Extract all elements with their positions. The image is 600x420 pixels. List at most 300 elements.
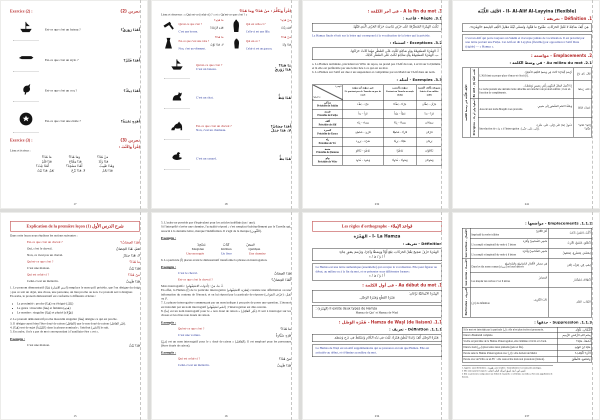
qa-line: لا، هَذَا ثَوْبٌ (209, 43, 224, 47)
page-content (452, 0, 600, 209)
exercise-label: Exercice (3) : (10, 138, 33, 143)
qa-line: مَنْ هَذَا؟ (280, 36, 291, 39)
french-line: Est-ce que c'est un bateau ? (45, 28, 81, 32)
rule-cell: Parole suite la Hamza d'interrogation avec (ال) : elle devient un Madd. (463, 350, 558, 356)
document-page (0, 0, 148, 209)
header-arabic: متبوعة بألف التثنية (417, 87, 440, 90)
section-heading-red: 2. Emplacements - مواضعه : (531, 53, 593, 58)
example-cell: اِسْم، اِبْن، اِمْرَأَة، اِثْنَان (549, 258, 592, 272)
content-cell (479, 68, 574, 81)
table-row (463, 81, 593, 99)
content-cell (471, 248, 549, 258)
content-arabic: أَمْرُ الثُّلاثِيِّ (536, 229, 548, 233)
item-figure (161, 87, 193, 109)
french-line: Est-ce que c'est une étoile ? (45, 119, 81, 123)
table-row (463, 118, 593, 137)
question-french (196, 157, 252, 161)
arabic-line: هَذَا زَوْرَقٌ (274, 67, 291, 72)
content-cell (471, 272, 549, 286)
qa-line: Qui est celle-ci ? (245, 22, 266, 26)
document-page (452, 212, 600, 420)
paragraph-line: b. La Hamza sur l'Alif est due à un suspendeur et comprimée par un Madd sur l'Alif dans un nom. (311, 70, 435, 75)
diagonal-header-cell (312, 85, 343, 101)
content-french: Le verbe prenant une dernière lettre détachée est rattaché à un pronom suffixé ; il est en fonction de compléments. (479, 88, 571, 95)
rule-box (312, 248, 442, 261)
qa-arabic: أَهَذَا الحِصَانُ؟ (271, 277, 291, 282)
qa-line: مَا هَذَا؟ (214, 36, 224, 39)
table-cell: شَيْء – بَرِيء (342, 137, 382, 146)
qa-line: Qu'est-ce que c'est ? (178, 22, 202, 26)
instruction (161, 9, 291, 17)
page-content (0, 0, 148, 209)
question-arabic (104, 59, 140, 63)
example-cell: وَاسْتَمَعَ، فَانْطَلَقَ (558, 356, 593, 362)
paragraph-line: 5. L'arabe ne possède pas d'équivalent pour les articles indéfinis (un / une). (160, 220, 256, 224)
exercise-item-row (10, 47, 140, 75)
rule-cell: Si le mot est introduit par la particule (ل) : elle n'est plus écrite ni prononcée. (463, 327, 558, 333)
qa-pair (161, 278, 291, 282)
rule-box (462, 34, 592, 51)
suppression-table (462, 326, 592, 362)
row-label-french: Précédée de Ḍamma (315, 151, 339, 155)
qa-french: C'est le cheval. (177, 271, 198, 275)
rule-box (312, 289, 442, 302)
bullet-list (10, 301, 140, 315)
question-arabic (104, 89, 140, 93)
qa-pair (161, 326, 291, 330)
rule-box (312, 263, 442, 280)
content-cell (471, 228, 549, 238)
qa-french: Est-ce que c'est le cheval ? (177, 277, 213, 282)
paragraph-line: En effet, la Hamza (أ) de la particule interrogative (هَمْزَة الاسْتِفْهَام) consiste une affirmation ou une information du contenu de l'énoncé, et on lui répond par la particule de réponse (حَرْف الجَوَاب) : نَعَمْ ou لا. (160, 288, 291, 301)
item-figure (161, 57, 193, 79)
rule-box (462, 24, 592, 32)
table-cell: قَرَآ – بَدَآ (416, 109, 441, 118)
duck-image (168, 148, 185, 165)
table-row (312, 119, 442, 128)
paragraph-line: Dans cette leçon nous étudions les notions suivantes : (10, 233, 78, 237)
example-label: Exemple : (160, 350, 176, 355)
question-french (45, 28, 101, 32)
examples-table (312, 84, 442, 165)
qa-arabic: مَنْ هَذَا؟ (278, 356, 291, 361)
word: وَمَا هَذَا؟ (68, 155, 80, 159)
exercise-label-ar: تمرين (3) (120, 138, 140, 143)
row-label-arabic: واو (324, 157, 330, 161)
page-number: 237 (525, 414, 530, 418)
table-row (312, 156, 442, 165)
row-label-arabic: ساكن (323, 101, 331, 105)
question-french (45, 120, 101, 124)
qa-french: Qu'est-ce que c'est ? (177, 326, 205, 330)
french-line: Qu'est-ce que c'est ? (195, 63, 223, 67)
qa-french: C'est une maison. (27, 266, 50, 270)
page-content (151, 0, 299, 209)
table-row (463, 258, 593, 272)
qa-french: Qui est celui-ci ? (177, 356, 200, 361)
table-row (312, 137, 442, 146)
question-french (45, 59, 101, 63)
qa-french: C'est une maison. (27, 342, 50, 347)
content-cell (471, 258, 549, 272)
content-cell (471, 287, 549, 317)
table-cell: شَيْئًا – بَرِيئًا (383, 137, 417, 146)
qa-line: هَذِهِ فُرْشَاةٌ (209, 26, 224, 30)
person-image (228, 19, 243, 34)
instruction (10, 145, 140, 153)
writing-line (13, 71, 39, 72)
diag-bottom-label: ما قبلها (313, 95, 320, 99)
paragraph-line: 4. (هَذَا) sert de sujet (المُبْتَدَأ) dans la phrase nominale ; l'attribut (الخَبَر) le suit. (10, 325, 109, 330)
question-french (196, 64, 252, 72)
word: Un livre (220, 251, 232, 255)
subsection-heading: 3.1. Règle - قاعدة : (402, 16, 442, 21)
qa-line: Non, c'est un vêtement. (178, 47, 206, 51)
content-arabic: دُخُولُ (مَا) عَلَى (إِلَى، عَلَى، حَتَّى). (536, 124, 573, 128)
group-rotated-label: الأسماء - Les noms (463, 258, 471, 287)
content-arabic: إِذَا اتَّصَلَ الفِعْلُ المُنْتَهِي بِأَلِفٍ بِضَمِيرٍ تَوَسَّطَتْ. (523, 84, 573, 88)
example-label: Exemple : (160, 264, 176, 269)
question-arabic (255, 64, 291, 72)
rule-line: Hamza de Qatʿ et Hamza de Waṣl (355, 310, 398, 314)
content-french: L'accompli et impératif du verbe à 6 lettres (471, 253, 517, 257)
qa-arabic: هَذَا بَيْتٌ (128, 266, 140, 271)
table-cell: خَطَأً – مَبْدَأً (383, 109, 417, 118)
rule-line: أ / ؤ / ئ / ء (368, 254, 385, 258)
document-page (0, 212, 148, 420)
qa-french: Non, ce n'est pas un cheval. (27, 253, 64, 257)
paragraph (161, 339, 291, 347)
rule-box (312, 333, 442, 341)
item-figure (10, 111, 42, 133)
content-cell (479, 81, 574, 99)
french-line: C'est un chat. (195, 96, 214, 100)
qa-lines (178, 19, 223, 34)
table-row (312, 128, 442, 137)
row-label-french: Précédée de Yāʾ (318, 141, 336, 145)
star-badge-image (18, 111, 35, 128)
table-cell: قَارِئًا – شَاطِئًا (383, 128, 417, 137)
word: أَهَذَا بَيْتٌ؟ (35, 164, 49, 168)
rule-line: C'est un Alif qui porte toujours un Sukūn et n'accepte jamais de vocalisation. Il est précédé par une lettre portant une Fatḥa. Cet Alif est dit Layyina (flexible) par opposition à l'Alif Dure (rigide) — « Hamza ». (465, 36, 585, 49)
word: لا، هَذَا بُرْجٌ (71, 168, 86, 173)
qa-pair (10, 273, 140, 277)
rule-box (312, 344, 442, 357)
rule-line: La Hamza de Waṣl est un Alif supplémentaire qui se prononce en tant que Hamza. Elle est articulée au début, et s'élimine au milieu du mot. (315, 346, 429, 354)
qa-arabic: أَهَذَا الحِصَانُ؟ (120, 240, 140, 245)
subsection-heading: Définition - تعريف : (402, 241, 442, 246)
paragraph-line: 1. Le pronom démonstratif (اسم الإشارة هَذَا) remplace le nom qu'il précède, que l'on désigne du doigt ; que ce soit un objet, une chose, une personne, un lieu proche ou non. Ce pronom sert à désigner. (10, 285, 140, 294)
page-content (151, 212, 299, 420)
qa-line: Est-ce que c'est une robe ? (178, 39, 209, 43)
qa-arabic: مَا هَذَا؟ (129, 259, 140, 264)
centered-words (10, 155, 140, 173)
rule-line: تُكْتَبُ الهَمْزَةُ المُتَطَرِّفَةُ عَلَى حَرْفٍ يُنَاسِبُ حَرَكَةَ الحَرْفِ الَّذِي قَبْلَهَا. (352, 25, 438, 29)
document-page (151, 0, 299, 209)
qa-line: C'est une brosse. (178, 30, 198, 34)
exercise-item-row (161, 84, 291, 112)
paragraph-line: Si l'interpellé s'avère une chemise, l'actualité répond ; c'est remplacé habituellement par le Tanwīn qui, associé à la dernière lettre, marque l'indéfinition. Il s'agit de la marque (التَّنْوِين). (160, 224, 291, 233)
row-label (312, 156, 343, 165)
qa-line: هَذَا وَلَدٌ (282, 43, 291, 47)
example-cell: اِسْتَغْفَرَ، اِسْتَخْرِجْ، اِسْتَعْمِلْ (549, 248, 592, 258)
qa-french: Qui est celui-ci ? (27, 272, 50, 277)
qa-arabic: هَذَا الحِصَانُ (274, 271, 291, 276)
example-cell: أَسْمُكَ خَالِدٌ؟ (558, 338, 593, 344)
boat-image (168, 57, 185, 74)
example-cell: خَالِدُ بْنُ الوَلِيدِ (558, 344, 593, 350)
lesson-title-box: Les règles d'orthographe - قواعد الإملاء (312, 221, 442, 232)
qa-pair (161, 357, 291, 361)
example-cell: اُكْتُبْ، اِجْلِسْ، اِذْهَبْ (549, 228, 592, 238)
qa-arabic: لا، هَذَا حِمَارٌ (123, 253, 140, 258)
writing-line (13, 132, 39, 133)
qa-lines (246, 19, 291, 34)
word: هَذَا وَلَدٌ (98, 159, 109, 164)
example-label: Exemple : (160, 319, 176, 324)
content-arabic: وَصْلَةُ الاسْمِ المَقْصُورِ إِلَى ضَمِيرٍ. (537, 104, 573, 108)
paragraph-line: 3. Il désigne aussi bien l'être doué de raison (العَاقِل) que le non doué de raison (غَيْر العَاقِل). (10, 321, 127, 325)
table-row (463, 238, 593, 248)
word: نَعَمْ، هَذَا بَيْتٌ (37, 168, 55, 173)
arabic-line: أَهَذَا دِيكٌ؟ (123, 89, 140, 93)
qa-pair (161, 363, 291, 367)
table-cell: تَكَافُؤَان (416, 147, 441, 156)
question-arabic (255, 157, 291, 161)
table-row (463, 99, 593, 118)
picture-qa-cell (228, 19, 291, 34)
document-page (151, 212, 299, 420)
paragraph (10, 234, 140, 238)
subsection-heading: 3.3. Exemples - أمثلة : (396, 77, 442, 82)
example-cell: عَصَاهُ، فَتَاهَا (573, 99, 592, 118)
qa-arabic: هَذَا طَبِيبٌ (125, 279, 140, 284)
paragraph (312, 62, 442, 74)
table-row (463, 332, 593, 338)
qa-french: Est-ce que c'est un cheval ? (27, 240, 63, 244)
word: Qamīṣun (248, 246, 260, 251)
qa-arabic: هَذَا بَيْتٌ (128, 342, 140, 347)
picture-qa-cell (161, 19, 224, 34)
writing-line (13, 40, 39, 41)
page-number: 15 (73, 414, 77, 418)
arabic-line: مَا هَذَا؟ (278, 63, 291, 68)
placement-table (462, 68, 592, 138)
exercise-header (10, 9, 140, 14)
chapter-heading: I- La Hamza - الهَمْزَة (353, 233, 400, 239)
word: هَذَا قَلَمٌ (41, 159, 52, 164)
qa-french: Oui, c'est le cheval. (27, 246, 53, 251)
header-arabic: غير منوّنة أو منوّنة (351, 87, 374, 90)
qa-line: مَنْ هَذِهِ؟ (279, 19, 291, 22)
french-line: Non, c'est un chameau. (195, 128, 226, 132)
item-figure (10, 19, 42, 41)
document-page (452, 0, 600, 209)
qa-french: Celui-ci est un médecin. (27, 279, 59, 283)
rule-cell: Dans le nom (ابن) placé entre deux prénoms (père et fils). (463, 344, 558, 350)
table-cell: جُزْآن – بُطْآن (416, 100, 441, 109)
question-arabic (104, 120, 140, 124)
example-cell: اِنْطَلَقَ، اِسْتَمِعْ، اِقْتَرِبْ (549, 238, 592, 248)
qa-arabic: مَا هَذَا؟ (280, 326, 291, 331)
content-arabic: فِي مَصَادِرِ الأَفْعَالِ الخُمَاسِيَّةِ وَالسُّدَاسِيَّةِ (505, 261, 548, 265)
table-row (463, 350, 593, 356)
qa-french: C'est une voiture. (177, 332, 201, 337)
group-rotated-label: تُكتب ألفًا (ا) - En Alif (471, 68, 479, 99)
document-page (302, 212, 450, 420)
table-cell: قَارِئَان (416, 128, 441, 137)
row-label-arabic: ضمة (324, 147, 330, 151)
item-figure (161, 148, 193, 170)
question-arabic (104, 28, 140, 32)
question-french (196, 125, 252, 133)
arabic-line: أَهَذَا زَوْرَقٌ؟ (120, 28, 140, 32)
diag-top-label: الهمزة (334, 85, 341, 88)
rule-line: الهَمْزَةُ الابْتِدَائِيَّةُ نَوْعَانِ: (408, 291, 438, 295)
paragraph-line: 7. La phrase interrogative commençant par un nom indique à peu près de poser une question. L'énoncé est introduit par un nom interrogatif (اسْم اسْتِفْهَام) ; l'interrogation est dite ouverte. (160, 300, 291, 309)
section-heading-red: 1.1. Hamza de Waṣl (de liaison) - هَمْزَة الوَصْل : (338, 319, 442, 324)
header-french: Suivie d'un suffixe (alif) (419, 90, 439, 97)
word: هَذَا مِفْتَاحٌ (68, 159, 82, 164)
example-cell: آلآنَ؟ آلْكِتَابُ؟ (558, 350, 593, 356)
outer-rotated-label: الألِف اللَّيِّنَة في وسط الكلمة (463, 68, 471, 137)
arabic-line: أَهَذَا حِصَانٌ؟ (270, 124, 291, 129)
qa-arabic: هَذِهِ سَيَّارَةٌ (275, 332, 291, 337)
item-figure (10, 50, 42, 72)
content-cell (479, 118, 574, 137)
arabic-line: هَذَا قِطٌّ (277, 96, 291, 100)
table-row (463, 248, 593, 258)
table-row (463, 228, 593, 238)
content-cell (471, 238, 549, 248)
qa-pair (10, 266, 140, 270)
qa-pair (10, 253, 140, 257)
arabic-line: لا، هَذَا جَمَلٌ (270, 128, 291, 133)
content-arabic: تُرْسَمُ أَلِفًا إِذَا كَانَتْ فِي وَسَطِ الكَلِمَةِ الأَصْلِيِّ. (524, 70, 573, 74)
paragraph-line: Mots interrogatifs : (أَدَوَات الاسْتِفْهَام) : أ، مَا، مَنْ. (160, 284, 224, 288)
qa-pair (161, 271, 291, 275)
french-line: C'est un canard. (195, 157, 217, 161)
exercise-item-row (161, 115, 291, 143)
content-arabic: مَاضِي الخُمَاسِيِّ وَأَمْرُهُ (523, 239, 548, 243)
exercise-item-row (10, 77, 140, 105)
column-header (342, 85, 382, 101)
item-figure (161, 118, 193, 140)
footnote-line: 2 Dix noms parmi lesquels : اسم، ابن، ابنة، امرؤ، امرأة، اثنان، اثنتان. (462, 369, 527, 372)
placement-table (462, 228, 592, 317)
qa-line: Qui est-ce ? (245, 39, 260, 43)
word: قَمِيصٌ (246, 241, 255, 246)
content-french: Introduction de « مَا » à l'interrogation : (إِلَى، عَلَى، حَتَّى). (479, 127, 540, 131)
example-cell: الكِتَاب، القَلَم (549, 287, 592, 317)
instruction-arabic: اِقْرَأْ وَاكْتُبْ : (118, 145, 140, 149)
writing-line (164, 78, 190, 79)
example-cell: لِلْكِتَابِ، لِلْوَلَدِ (558, 327, 593, 333)
footnote-line: 3 Elle se prononce uniquement au début de la parole et s'élimine au milieu, d'où son appellation de liaison. (462, 372, 553, 378)
content-arabic: مَاضِي السُّدَاسِيِّ وَأَمْرُهُ (522, 249, 548, 253)
instruction-french: Lisez et écrivez : (10, 149, 31, 153)
footnotes (462, 365, 553, 379)
paragraph (10, 286, 140, 298)
chapter-heading: II- Al-Alif Al-Layyina (flexible) - الألِف اللَّيِّنَة (477, 9, 577, 14)
table-row (312, 147, 442, 156)
qa-arabic: هَذَا طَبِيبٌ (276, 363, 291, 368)
table-cell: قَرَأَ – بَدَأَ (342, 109, 382, 118)
document-page (302, 0, 450, 209)
qa-pair (10, 247, 140, 251)
header-french: Ne portant pas de Tanwīn ou pas de naṣb (344, 90, 381, 97)
qa-lines (178, 36, 223, 51)
qa-line: مَا هَذِهِ؟ (213, 19, 224, 22)
content-arabic: المَصَادِرُ (538, 276, 548, 280)
exercise-item-row (161, 54, 291, 82)
page-number: 232 (374, 203, 379, 206)
writing-line (164, 108, 190, 109)
content-arabic: (ال) التَّعْرِيف (533, 298, 548, 302)
word: وَهَذَا طَبِيبٌ (99, 164, 115, 168)
word: مَسْجِدٌ (197, 241, 206, 246)
header-arabic: منوّنة بالنصب (391, 87, 408, 90)
question-french (196, 96, 252, 100)
example-label: Exemple : (10, 336, 26, 341)
example-cell: إِلامَ؟ عَلامَ؟ حَتَّامَ؟ (573, 118, 592, 137)
table-row (463, 68, 593, 81)
exercise-item-row (161, 145, 291, 173)
row-label-arabic: ألف (324, 119, 330, 123)
rule-line: Il existe deux types de Hamza (الهَمْزَة) : (315, 306, 377, 310)
paragraph-line: 5. En arabe, il n'y a pas de mot correspondant à l'auxiliaire être « est ». (10, 329, 99, 334)
footnote-line: 1 Appelée aussi définition « همزة » par oralité ; l'assimilation n'est sans plus analogue. (462, 366, 543, 369)
row-label-arabic: كسرة (323, 129, 331, 133)
qa-lines (246, 36, 291, 51)
content-french: Les maṣdar des verbes à 5 et 6 lettres (471, 279, 511, 283)
child-image (228, 36, 243, 51)
rule-line: أ / ؤ / ئ / ء (368, 273, 385, 277)
qa-line: Celui-ci est un garçon. (245, 47, 272, 51)
rule-line: هِيَ أَلِفٌ سَاكِنَةٌ لا تَقْبَلُ الحَرَكَاتِ، مَفْتُوحٌ مَا قَبْلَهَا، وَتُسَمَّى لَيِّنَةً مُقَابِلَ الأَلِفِ اليَابِسَةِ «الهَمْزَة». (469, 25, 589, 29)
page-content (302, 0, 450, 209)
qa-french: Celui-ci est un médecin. (177, 363, 210, 367)
group-rotated-label: الأفعال - Les verbes (463, 228, 471, 258)
boat-image (18, 19, 35, 36)
word-row (161, 246, 291, 251)
content-french: L'accompli et impératif du verbe à 5 lettres (471, 242, 517, 246)
table-cell: سَمَاءَان (416, 119, 441, 128)
content-french: Impératif du verbe trilitère (471, 232, 500, 236)
row-label-arabic: ياء (325, 138, 329, 142)
row-label (312, 109, 343, 118)
section-heading-red: 1. Définition - تعريفه : (543, 16, 593, 21)
french-line: Est-ce que c'est un stylo ? (45, 58, 79, 62)
example-cell: دَعَاهُ، رَمَاهَا (573, 81, 592, 99)
instruction-arabic: اِقْرَأْ وَتَكَلَّمْ : مَنْ هَذَا؟ وَمَا هَذَا؟ (239, 9, 291, 13)
writing-line (164, 169, 190, 170)
section-heading-red: 3. A la fin du mot - في آخِر الكَلِمَة : (367, 9, 442, 14)
table-cell: قَارِئ – شَاطِئ (342, 128, 382, 137)
content-french: Associé aux noms Maqṣūr à ses pronoms. (479, 108, 524, 112)
table-row (463, 356, 593, 362)
example-cell: قَالَ، نَامَ، بَاعَ (573, 68, 592, 81)
arabic-line: هَذَا بَطٌّ (278, 157, 291, 161)
word: أَهَذَا مَسْجِدٌ؟ (65, 164, 83, 168)
exercise-item-row (10, 108, 140, 136)
content-french: Dans les dix noms connus (أسماء) et leurs dérivés (471, 265, 524, 269)
paragraph (312, 34, 442, 38)
rule-box (312, 304, 442, 317)
table-cell: وُضُوءًا – هُدُوءًا (383, 156, 417, 165)
table-row (463, 327, 593, 333)
writing-line (164, 139, 190, 140)
